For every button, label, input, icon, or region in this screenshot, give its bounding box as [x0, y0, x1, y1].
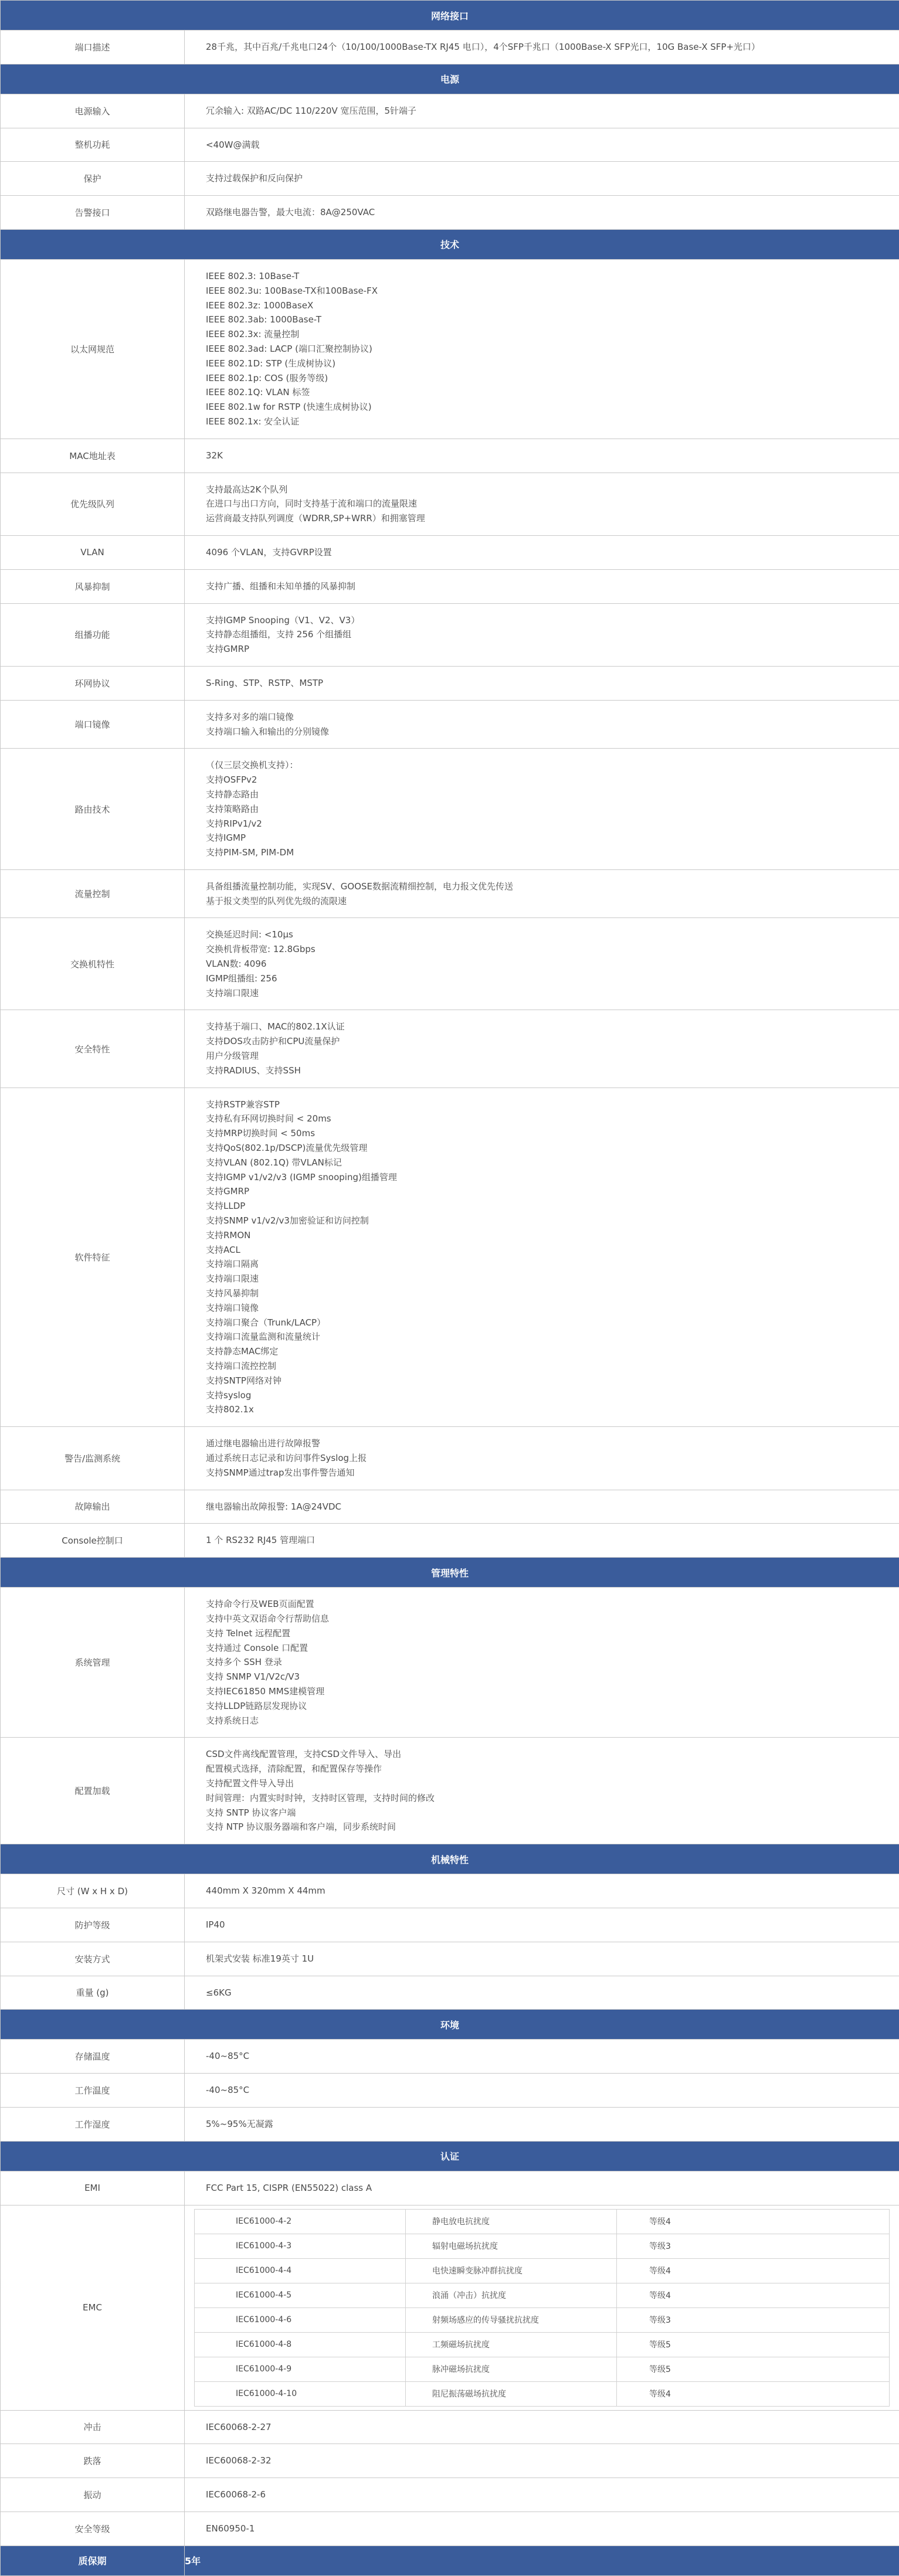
spec-value-line: 支持私有环网切换时间 < 20ms — [206, 1112, 878, 1126]
emc-test-name: 辐射电磁场抗扰度 — [406, 2234, 617, 2258]
section-title: 机械特性 — [1, 1844, 899, 1874]
emc-test-row — [195, 2307, 890, 2332]
spec-value-line: IEEE 802.1w for RSTP (快速生成树协议) — [206, 400, 878, 414]
spec-value-line: 4096 个VLAN，支持GVRP设置 — [206, 545, 878, 560]
spec-label: EMC — [1, 2205, 185, 2410]
spec-label: 防护等级 — [1, 1908, 185, 1942]
spec-value — [185, 439, 899, 473]
spec-value-line: 支持多对多的端口镜像 — [206, 710, 878, 725]
spec-value — [185, 2171, 899, 2205]
spec-row — [1, 2410, 899, 2444]
spec-value-line: 5%~95%无凝露 — [206, 2117, 878, 2132]
spec-value-line: 具备组播流量控制功能，实现SV、GOOSE数据流精细控制，电力报文优先传送 — [206, 879, 878, 894]
spec-row — [1, 2478, 899, 2512]
emc-test-name: 电快速瞬变脉冲群抗扰度 — [406, 2258, 617, 2283]
spec-value-line: 支持IGMP Snooping（V1、V2、V3） — [206, 613, 878, 628]
emc-level: 等级4 — [617, 2258, 890, 2283]
spec-label: 故障输出 — [1, 1490, 185, 1524]
spec-value — [185, 1976, 899, 2010]
spec-value-line: （仅三层交换机支持）： — [206, 758, 878, 773]
spec-value — [185, 666, 899, 700]
spec-row — [1, 439, 899, 473]
spec-value-line: 通过继电器输出进行故障报警 — [206, 1436, 878, 1451]
spec-label: 保护 — [1, 162, 185, 196]
spec-value-line: 通过系统日志记录和访问事件Syslog上报 — [206, 1451, 878, 1466]
spec-row — [1, 1427, 899, 1490]
spec-row — [1, 94, 899, 128]
spec-value-line: IGMP组播组: 256 — [206, 971, 878, 986]
spec-value-line: 支持SNMP通过trap发出事件警告通知 — [206, 1466, 878, 1480]
section-header — [1, 64, 899, 94]
spec-value-line: 支持DOS攻击防护和CPU流量保护 — [206, 1034, 878, 1049]
emc-test-row — [195, 2332, 890, 2357]
emc-test-row — [195, 2283, 890, 2307]
spec-value-line: 支持802.1x — [206, 1402, 878, 1417]
spec-label: 组播功能 — [1, 603, 185, 666]
emc-test-row — [195, 2381, 890, 2406]
emc-level: 等级3 — [617, 2234, 890, 2258]
spec-value-line: 支持syslog — [206, 1388, 878, 1403]
spec-value-line: IEEE 802.3ab: 1000Base-T — [206, 312, 878, 327]
spec-value-line: 支持风暴抑制 — [206, 1286, 878, 1301]
spec-value — [185, 569, 899, 603]
spec-value-line: 支持IEC61850 MMS建模管理 — [206, 1684, 878, 1699]
spec-value-line: 支持静态MAC绑定 — [206, 1344, 878, 1359]
spec-value-line: 支持PIM-SM, PIM-DM — [206, 845, 878, 860]
section-header — [1, 229, 899, 259]
section-header — [1, 1844, 899, 1874]
section-title: 环境 — [1, 2010, 899, 2040]
spec-value-line: 支持RADIUS、支持SSH — [206, 1063, 878, 1078]
spec-value-line: EN60950-1 — [206, 2521, 878, 2536]
spec-row — [1, 1088, 899, 1427]
spec-row — [1, 569, 899, 603]
spec-value — [185, 1088, 899, 1427]
spec-value-line: 1 个 RS232 RJ45 管理端口 — [206, 1533, 878, 1548]
spec-value-line: 支持端口流控控制 — [206, 1359, 878, 1374]
spec-label: 系统管理 — [1, 1588, 185, 1738]
spec-value-line: 支持静态路由 — [206, 787, 878, 802]
spec-label: 端口镜像 — [1, 700, 185, 749]
spec-value — [185, 869, 899, 918]
spec-value-line: 支持 Telnet 远程配置 — [206, 1626, 878, 1641]
spec-label: 工作湿度 — [1, 2107, 185, 2141]
spec-value — [185, 1490, 899, 1524]
spec-value — [185, 1738, 899, 1844]
emc-test-name: 浪涌（冲击）抗扰度 — [406, 2283, 617, 2307]
spec-label: 振动 — [1, 2478, 185, 2512]
spec-value-line: 支持基于端口、MAC的802.1X认证 — [206, 1019, 878, 1034]
spec-value-line: 支持系统日志 — [206, 1714, 878, 1728]
spec-value-line: 支持端口隔离 — [206, 1257, 878, 1272]
spec-value — [185, 2478, 899, 2512]
spec-value-line: ≤6KG — [206, 1986, 878, 2000]
spec-label: 安装方式 — [1, 1942, 185, 1976]
spec-value — [185, 196, 899, 230]
spec-row — [1, 700, 899, 749]
spec-value — [185, 473, 899, 535]
emc-level: 等级3 — [617, 2307, 890, 2332]
spec-value-line: 时间管理：内置实时时钟，支持时区管理，支持时间的修改 — [206, 1791, 878, 1806]
spec-row — [1, 1942, 899, 1976]
emc-test-row — [195, 2258, 890, 2283]
spec-value-line: 支持通过 Console 口配置 — [206, 1641, 878, 1656]
spec-value-line: 支持端口流量监测和流量统计 — [206, 1330, 878, 1344]
spec-value-line: CSD文件离线配置管理，支持CSD文件导入、导出 — [206, 1747, 878, 1762]
spec-label: 重量 (g) — [1, 1976, 185, 2010]
spec-value — [185, 918, 899, 1010]
spec-value-line: 支持OSFPv2 — [206, 773, 878, 787]
spec-label: 整机功耗 — [1, 128, 185, 162]
spec-row — [1, 162, 899, 196]
spec-value-line: IEEE 802.3u: 100Base-TX和100Base-FX — [206, 284, 878, 298]
section-header — [1, 2010, 899, 2040]
spec-row — [1, 2512, 899, 2546]
spec-value-line: -40~85°C — [206, 2049, 878, 2064]
spec-value-line: 支持策略路由 — [206, 802, 878, 817]
emc-test-name: 工频磁场抗扰度 — [406, 2332, 617, 2357]
spec-label: 软件特征 — [1, 1088, 185, 1427]
spec-row — [1, 1908, 899, 1942]
spec-row — [1, 2107, 899, 2141]
spec-value — [185, 535, 899, 569]
spec-value — [185, 30, 899, 64]
emc-standard: IEC61000-4-8 — [195, 2332, 406, 2357]
emc-test-name: 静电放电抗扰度 — [406, 2209, 617, 2234]
section-header — [1, 2141, 899, 2171]
spec-value-line: 支持端口限速 — [206, 986, 878, 1001]
spec-value — [185, 1588, 899, 1738]
spec-value-line: 机架式安装 标准19英寸 1U — [206, 1952, 878, 1966]
spec-value-line: IEC60068-2-27 — [206, 2420, 878, 2435]
spec-row — [1, 2444, 899, 2478]
spec-label: 交换机特性 — [1, 918, 185, 1010]
spec-value — [185, 128, 899, 162]
spec-value-line: IEEE 802.1x: 安全认证 — [206, 414, 878, 429]
spec-value-line: 支持GMRP — [206, 1184, 878, 1199]
section-title: 技术 — [1, 229, 899, 259]
emc-table — [194, 2209, 890, 2407]
spec-value-line: 运营商最支持队列调度（WDRR,SP+WRR）和拥塞管理 — [206, 511, 878, 526]
spec-label: 冲击 — [1, 2410, 185, 2444]
spec-value-line: IEEE 802.1p: COS (服务等级) — [206, 371, 878, 386]
spec-value-line: 支持端口限速 — [206, 1272, 878, 1286]
emc-test-row — [195, 2209, 890, 2234]
spec-value — [185, 1524, 899, 1558]
spec-value — [185, 2107, 899, 2141]
spec-label: 端口描述 — [1, 30, 185, 64]
spec-value-line: 支持 SNMP V1/V2c/V3 — [206, 1670, 878, 1684]
spec-value-line: 支持MRP切换时间 < 50ms — [206, 1126, 878, 1141]
spec-value-line: IEEE 802.3x: 流量控制 — [206, 327, 878, 342]
spec-value — [185, 2410, 899, 2444]
spec-value — [185, 1908, 899, 1942]
spec-value-line: 支持RSTP兼容STP — [206, 1097, 878, 1112]
spec-value-line: 支持最高达2K个队列 — [206, 482, 878, 497]
emc-standard: IEC61000-4-2 — [195, 2209, 406, 2234]
section-title: 认证 — [1, 2141, 899, 2171]
spec-value-line: 支持GMRP — [206, 642, 878, 657]
spec-row — [1, 259, 899, 439]
spec-row — [1, 128, 899, 162]
spec-value-line: IEC60068-2-6 — [206, 2487, 878, 2502]
spec-value-line: FCC Part 15, CISPR (EN55022) class A — [206, 2181, 878, 2196]
section-title: 管理特性 — [1, 1558, 899, 1588]
spec-label: 环网协议 — [1, 666, 185, 700]
spec-value-line: 支持RMON — [206, 1228, 878, 1243]
spec-value-line: 支持端口输入和输出的分别镜像 — [206, 725, 878, 739]
section-header — [1, 1558, 899, 1588]
spec-value-line: IEEE 802.3ad: LACP (端口汇聚控制协议) — [206, 342, 878, 356]
emc-standard: IEC61000-4-4 — [195, 2258, 406, 2283]
spec-row — [1, 1524, 899, 1558]
spec-value-line: IEC60068-2-32 — [206, 2453, 878, 2468]
emc-standard: IEC61000-4-10 — [195, 2381, 406, 2406]
emc-test-name: 阻尼振荡磁场抗扰度 — [406, 2381, 617, 2406]
warranty-label: 质保期 — [1, 2546, 185, 2575]
spec-value-line: 支持命令行及WEB页面配置 — [206, 1597, 878, 1612]
spec-value-line: 交换机背板带宽: 12.8Gbps — [206, 942, 878, 957]
spec-row — [1, 749, 899, 870]
spec-row — [1, 535, 899, 569]
emc-test-name: 射频场感应的传导骚扰抗扰度 — [406, 2307, 617, 2332]
spec-label: 安全特性 — [1, 1010, 185, 1088]
spec-value — [185, 2074, 899, 2108]
spec-value-line: 在进口与出口方向，同时支持基于流和端口的流量限速 — [206, 497, 878, 511]
emc-cell — [185, 2205, 899, 2410]
emc-level: 等级4 — [617, 2283, 890, 2307]
spec-value-line: IEEE 802.1D: STP (生成树协议) — [206, 356, 878, 371]
spec-value — [185, 2444, 899, 2478]
spec-row — [1, 1010, 899, 1088]
spec-value-line: IEEE 802.1Q: VLAN 标签 — [206, 385, 878, 400]
spec-row — [1, 1588, 899, 1738]
spec-value-line: 支持配置文件导入导出 — [206, 1776, 878, 1791]
warranty-value: 5年 — [185, 2546, 899, 2575]
spec-value-line: 支持端口聚合（Trunk/LACP） — [206, 1316, 878, 1330]
spec-row — [1, 1874, 899, 1908]
spec-value-line: 用户分级管理 — [206, 1049, 878, 1063]
spec-value-line: 支持LLDP — [206, 1199, 878, 1214]
spec-row — [1, 2040, 899, 2074]
emc-level: 等级4 — [617, 2381, 890, 2406]
spec-value-line: 支持过载保护和反向保护 — [206, 171, 878, 186]
spec-value-line: 支持静态组播组，支持 256 个组播组 — [206, 627, 878, 642]
spec-value-line: 支持VLAN (802.1Q) 带VLAN标记 — [206, 1156, 878, 1170]
spec-value — [185, 603, 899, 666]
emc-test-name: 脉冲磁场抗扰度 — [406, 2357, 617, 2381]
warranty-row — [1, 2546, 899, 2575]
spec-value-line: IP40 — [206, 1918, 878, 1932]
emc-standard: IEC61000-4-5 — [195, 2283, 406, 2307]
spec-value-line: IEEE 802.3z: 1000BaseX — [206, 298, 878, 313]
spec-value — [185, 162, 899, 196]
spec-value-line: 基于报文类型的队列优先级的流限速 — [206, 894, 878, 909]
spec-value-line: 支持SNMP v1/v2/v3加密验证和访问控制 — [206, 1214, 878, 1228]
spec-row — [1, 1490, 899, 1524]
spec-value — [185, 259, 899, 439]
spec-value-line: 支持IGMP v1/v2/v3 (IGMP snooping)组播管理 — [206, 1170, 878, 1185]
spec-label: 以太网规范 — [1, 259, 185, 439]
spec-value — [185, 2512, 899, 2546]
spec-row — [1, 196, 899, 230]
spec-row — [1, 603, 899, 666]
spec-value-line: 支持中英文双语命令行帮助信息 — [206, 1612, 878, 1626]
emc-row — [1, 2205, 899, 2410]
spec-row — [1, 2074, 899, 2108]
emc-standard: IEC61000-4-3 — [195, 2234, 406, 2258]
spec-value — [185, 1874, 899, 1908]
emc-standard: IEC61000-4-9 — [195, 2357, 406, 2381]
spec-value-line: 支持QoS(802.1p/DSCP)流量优先级管理 — [206, 1141, 878, 1156]
section-title: 网络接口 — [1, 1, 899, 30]
spec-label: 路由技术 — [1, 749, 185, 870]
spec-value-line: 支持ACL — [206, 1243, 878, 1258]
spec-value-line: 支持IGMP — [206, 831, 878, 845]
emc-test-row — [195, 2357, 890, 2381]
spec-value — [185, 1942, 899, 1976]
spec-value-line: -40~85°C — [206, 2083, 878, 2098]
spec-row — [1, 473, 899, 535]
spec-label: 风暴抑制 — [1, 569, 185, 603]
spec-value-line: 支持端口镜像 — [206, 1301, 878, 1316]
spec-value-line: 支持LLDP链路层发现协议 — [206, 1699, 878, 1714]
spec-label: MAC地址表 — [1, 439, 185, 473]
spec-value-line: 配置模式选择，清除配置，和配置保存等操作 — [206, 1762, 878, 1776]
spec-label: 优先级队列 — [1, 473, 185, 535]
spec-value — [185, 1010, 899, 1088]
spec-label: 告警接口 — [1, 196, 185, 230]
emc-level: 等级4 — [617, 2209, 890, 2234]
spec-label: 警告/监测系统 — [1, 1427, 185, 1490]
spec-value-line: <40W@满载 — [206, 138, 878, 152]
spec-value-line: VLAN数: 4096 — [206, 957, 878, 971]
spec-row — [1, 2171, 899, 2205]
section-header — [1, 1, 899, 30]
spec-label: 电源输入 — [1, 94, 185, 128]
spec-label: Console控制口 — [1, 1524, 185, 1558]
spec-label: 工作温度 — [1, 2074, 185, 2108]
spec-row — [1, 1738, 899, 1844]
spec-row — [1, 918, 899, 1010]
spec-row — [1, 869, 899, 918]
spec-label: 跌落 — [1, 2444, 185, 2478]
spec-row — [1, 30, 899, 64]
spec-label: 安全等级 — [1, 2512, 185, 2546]
spec-value-line: 继电器输出故障报警: 1A@24VDC — [206, 1500, 878, 1514]
spec-value-line: 32K — [206, 448, 878, 463]
section-title: 电源 — [1, 64, 899, 94]
spec-value-line: 440mm X 320mm X 44mm — [206, 1884, 878, 1898]
spec-label: 配置加载 — [1, 1738, 185, 1844]
spec-row — [1, 1976, 899, 2010]
emc-level: 等级5 — [617, 2332, 890, 2357]
spec-value-line: 双路继电器告警，最大电流：8A@250VAC — [206, 205, 878, 220]
emc-standard: IEC61000-4-6 — [195, 2307, 406, 2332]
spec-value-line: IEEE 802.3: 10Base-T — [206, 269, 878, 284]
emc-level: 等级5 — [617, 2357, 890, 2381]
spec-value — [185, 700, 899, 749]
spec-value-line: 28千兆，其中百兆/千兆电口24个（10/100/1000Base-TX RJ45 电口），4个SFP千兆口（1000Base-X SFP光口，10G Base-X SFP+光口） — [206, 40, 878, 55]
spec-value-line: 支持 NTP 协议服务器端和客户端，同步系统时间 — [206, 1820, 878, 1834]
spec-label: 尺寸 (W x H x D) — [1, 1874, 185, 1908]
spec-label: 流量控制 — [1, 869, 185, 918]
spec-value-line: 支持多个 SSH 登录 — [206, 1655, 878, 1670]
spec-value-line: 交换延迟时间: <10μs — [206, 927, 878, 942]
spec-value-line: 支持SNTP网络对钟 — [206, 1374, 878, 1388]
spec-label: VLAN — [1, 535, 185, 569]
spec-label: EMI — [1, 2171, 185, 2205]
spec-value-line: S-Ring、STP、RSTP、MSTP — [206, 676, 878, 691]
spec-value — [185, 2040, 899, 2074]
spec-value-line: 支持RIPv1/v2 — [206, 817, 878, 831]
emc-test-row — [195, 2234, 890, 2258]
spec-value-line: 支持广播、组播和未知单播的风暴抑制 — [206, 579, 878, 594]
spec-value — [185, 94, 899, 128]
spec-label: 存储温度 — [1, 2040, 185, 2074]
spec-value — [185, 749, 899, 870]
spec-value — [185, 1427, 899, 1490]
spec-value-line: 冗余输入: 双路AC/DC 110/220V 宽压范围，5针端子 — [206, 104, 878, 118]
spec-value-line: 支持 SNTP 协议客户端 — [206, 1806, 878, 1820]
spec-row — [1, 666, 899, 700]
